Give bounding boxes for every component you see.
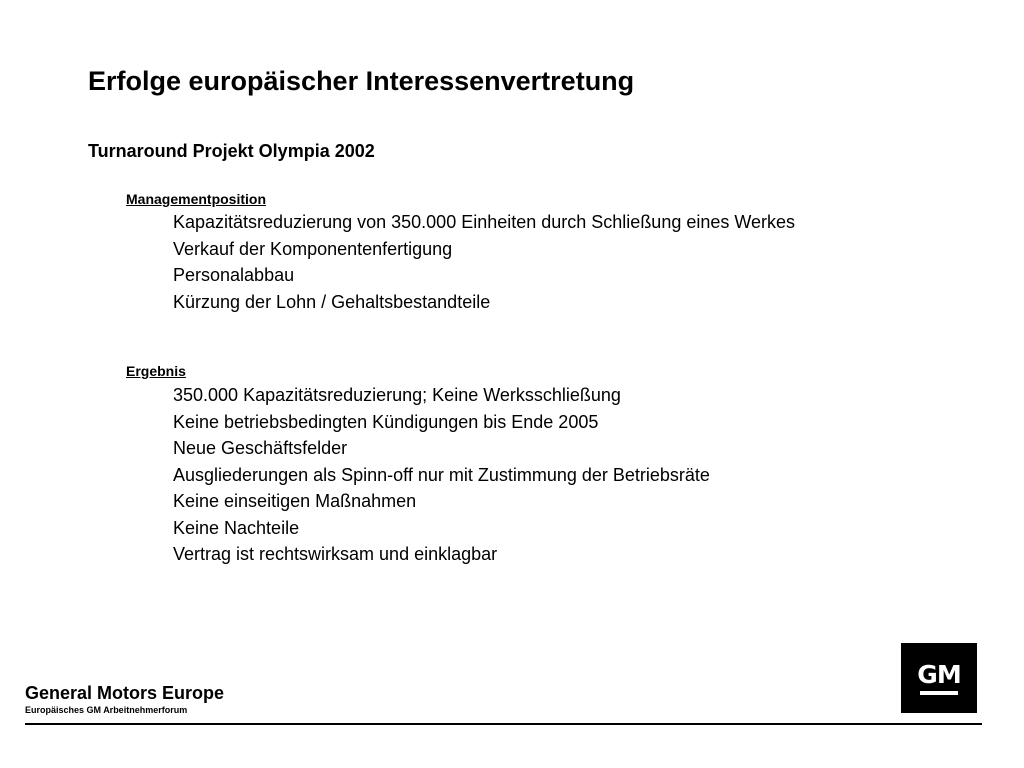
- list-item: Neue Geschäftsfelder: [173, 438, 348, 458]
- footer-brand: General Motors Europe: [25, 683, 225, 703]
- management-heading: Managementposition: [126, 191, 267, 207]
- list-item: 350.000 Kapazitätsreduzierung; Keine Werksschließung: [173, 385, 621, 405]
- list-item: Keine Nachteile: [173, 517, 300, 538]
- footer-divider: [25, 723, 982, 725]
- gm-logo-text: GM: [917, 659, 961, 689]
- list-item: Keine einseitigen Maßnahmen: [173, 491, 417, 511]
- list-item: Ausgliederungen als Spinn-off nur mit Zustimmung der Betriebsräte: [173, 464, 710, 485]
- management-list: [173, 209, 795, 315]
- result-list: [173, 382, 710, 568]
- list-item: Personalabbau: [173, 265, 295, 285]
- gm-logo-underline: [920, 691, 958, 695]
- footer-subtitle: Europäisches GM Arbeitnehmerforum: [25, 705, 188, 715]
- list-item: Verkauf der Komponentenfertigung: [173, 238, 453, 259]
- slide-subtitle: Turnaround Projekt Olympia 2002: [88, 141, 375, 161]
- list-item: Vertrag ist rechtswirksam und einklagbar: [173, 544, 498, 564]
- gm-logo: [901, 643, 977, 713]
- slide-title: Erfolge europäischer Interessenvertretung: [88, 66, 635, 96]
- list-item: Keine betriebsbedingten Kündigungen bis Ende 2005: [173, 411, 599, 432]
- list-item: Kapazitätsreduzierung von 350.000 Einheiten durch Schließung eines Werkes: [173, 212, 796, 232]
- list-item: Kürzung der Lohn / Gehaltsbestandteile: [173, 291, 491, 312]
- result-heading: Ergebnis: [126, 363, 186, 379]
